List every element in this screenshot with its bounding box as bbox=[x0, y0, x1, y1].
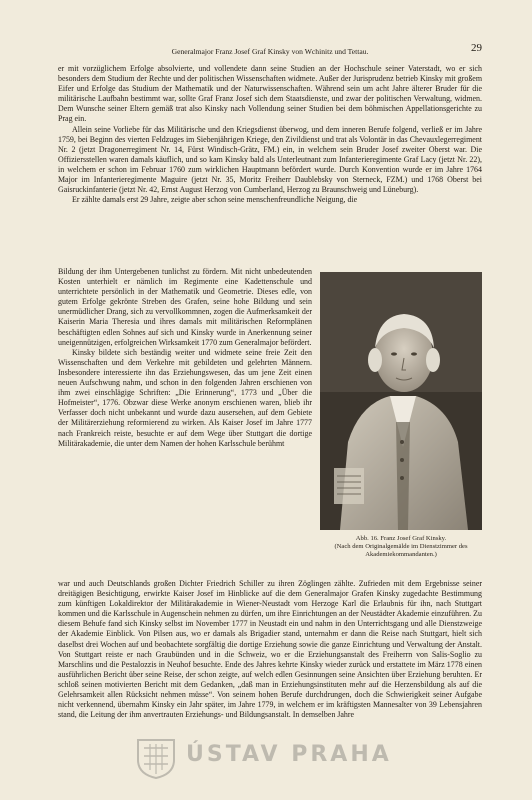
portrait-image bbox=[320, 272, 482, 530]
paragraph: Kinsky bildete sich beständig weiter und widmete seine freie Zeit den Wissenschaften und dem Verkehre mit gebildeten und gelehrten Männern. Insbesondere interessierte ihn das Erziehungswesen, das um jene Zeit einen neuen Aufschwung nahm, und schon in den folgenden Jahren erschienen von ihm zwei einschlägige Schriften: „Die Erinnerung“, 1773 und „Über die Hofmeister“, 1776. Obzwar diese Werke anonym erschienen waren, blieb ihr Verfasser doch nicht unbekannt und wurde dazu ausersehen, auf dem Gebiete der Militärerziehung reformierend zu wirken. Als Kaiser Josef im Jahre 1777 nach Frankreich reiste, besuchte er auf dem Wege über Stuttgart die dortige Militärakademie, die unter dem Namen der hohen Karlsschule berühmt bbox=[58, 347, 312, 448]
paragraph: Allein seine Vorliebe für das Militärische und den Kriegsdienst überwog, und dem inneren Berufe folgend, verließ er im Jahre 1759, bei Beginn des vierten Feldzuges im Siebenjährigen Kriege, den Zivildienst und trat als Volontär in das Chevauxlegerregiment Nr. 2 (jetzt Dragonerregiment Nr. 14, Fürst Windisch-Grätz, FM.) ein, in welchem sein Bruder Josef zweiter Oberst war. Die Offiziersstellen waren damals käuflich, und so kam Kinsky bald als Unterleutnant zum Infanterieregimente Graf Lacy (jetzt Nr. 22), in welchem er schon im Februar 1760 zum wirklichen Hauptmann befördert wurde. Durch Konvention wurde er im Jahre 1764 Major im Infanterieregimente Maguire (jetzt Nr. 35, Moritz Freiherr Daublebsky von Sterneck, FZM.) und 1768 Oberst bei Gaisruckinfanterie (jetzt Nr. 42, Ernst August Herzog von Cumberland, Herzog zu Braunschweig und Lüneburg). bbox=[58, 124, 482, 195]
running-title: Generalmajor Franz Josef Graf Kinsky von Wchinitz und Tettau. bbox=[171, 46, 369, 56]
institution-emblem-icon bbox=[134, 736, 178, 780]
portrait-painting bbox=[320, 272, 482, 530]
running-header bbox=[58, 44, 482, 58]
caption-source: (Nach dem Originalgemälde im Dienstzimmer des Akademiekommandanten.) bbox=[334, 543, 468, 558]
paragraph: Er zählte damals erst 29 Jahre, zeigte aber schon seine menschenfreundliche Neigung, die bbox=[72, 195, 358, 205]
page-number: 29 bbox=[471, 42, 482, 54]
library-watermark bbox=[58, 736, 482, 790]
painted-inscription-plaque bbox=[334, 468, 364, 504]
text-block-top bbox=[58, 64, 482, 205]
paragraph: war und auch Deutschlands großen Dichter Friedrich Schiller zu ihren Zöglingen zählte. Zufrieden mit dem Ergebnisse seiner dreitägigen Besichtigung, erwirkte Kaiser Josef im Hinblicke auf die dem Generalmajor Grafen Kinsky zugedachte Bestimmung zum künftigen Lokaldirektor der Militärakademie in Wiener-Neustadt vom Herzoge Karl die Erlaubnis für ihn, nach Stuttgart kommen und die Karlsschule in Augenschein nehmen zu dürfen, um ihre Einrichtungen an der Neustädter Akademie einzuführen. Zu diesem Behufe fand sich Kinsky selbst im November 1777 in Neustadt ein und nahm in den Unterrichtsgang und alle Dienstzweige der Akademie Einblick. Von Pilsen aus, wo er damals als Brigadier stand, unternahm er dann die Reise nach Stuttgart, hielt sich daselbst drei Wochen auf und beobachtete sorgfältig die dortige Erziehung sowie die ganze Einrichtung und Verwaltung der Anstalt. Von Stuttgart reiste er nach Graubünden und in die Schweiz, wo er die Erziehungsanstalt des Freiherrn von Salis-Soglio zu Marschlins und die Pestalozzis in Neuhof besuchte. Ende des Jahres kehrte Kinsky wieder zurück und erstattete im März 1778 einen ausführlichen Bericht über seine Reise, der schon zeigte, auf welch edlen Gesinnungen seine Ansichten über Erziehung beruhten. Er schloß seinen motivierten Bericht mit dem Gedanken, „daß man in Erziehungsinstituten mehr auf die Herzensbildung als auf die Gelehrsamkeit allen Rücksicht nehmen müsse“. Von seinem hohen Berufe durchdrungen, doch die Schwierigkeit seiner Aufgabe nicht verkennend, übernahm Kinsky ein Jahr später, im Jahre 1779, in welchem er im kräftigsten Mannesalter von 39 Lebensjahren stand, die Leitung der ihm anvertrauten Erziehungs- und Bildungsanstalt. In demselben Jahre bbox=[58, 579, 482, 720]
figure-caption bbox=[318, 535, 484, 559]
text-block-beside-figure bbox=[58, 267, 312, 449]
watermark-text: ÚSTAV PRAHA bbox=[186, 742, 392, 767]
text-block-bottom bbox=[58, 579, 482, 720]
caption-title: Abb. 16. Franz Josef Graf Kinsky. bbox=[355, 535, 447, 542]
paragraph: er mit vorzüglichem Erfolge absolvierte, und vollendete dann seine Studien an der Hochschule seiner Vaterstadt, wo er sich besonders dem Studium der Rechte und der politischen Wissenschaften widmete. Außer der Jurisprudenz betrieb Kinsky mit großem Eifer und Erfolge das Studium der Mathematik und der Naturwissenschaften. Während sein um acht Jahre älterer Bruder für die militärische Laufbahn bestimmt war, sollte Graf Franz Josef sich dem Staatsdienste, und zwar der politischen Verwaltung, widmen. Dem Wunsche seiner Eltern gemäß trat also Kinsky nach Vollendung seiner Studien bei dem böhmischen Appellationsgerichte zu Prag ein. bbox=[58, 64, 482, 124]
paragraph: Bildung der ihm Untergebenen tunlichst zu fördern. Mit nicht unbedeutenden Kosten unterhielt er nämlich im Regimente eine Kadettenschule und unterrichtete persönlich in der Mathematik und Geometrie. Dieses edle, von gutem Erfolge gekrönte Streben des Grafen, seine hohe Bildung und sein unermüdlicher Drang, sich zu vervollkommnen, zogen die Aufmerksamkeit der Kaiserin Maria Theresia und ihres damals mit militärischen Reformplänen beschäftigten edlen Sohnes auf sich und Kinsky wurde in Anerkennung seiner uneigennützigen, erfolgreichen Wirksamkeit 1770 zum Generalmajor befördert. bbox=[58, 267, 312, 347]
